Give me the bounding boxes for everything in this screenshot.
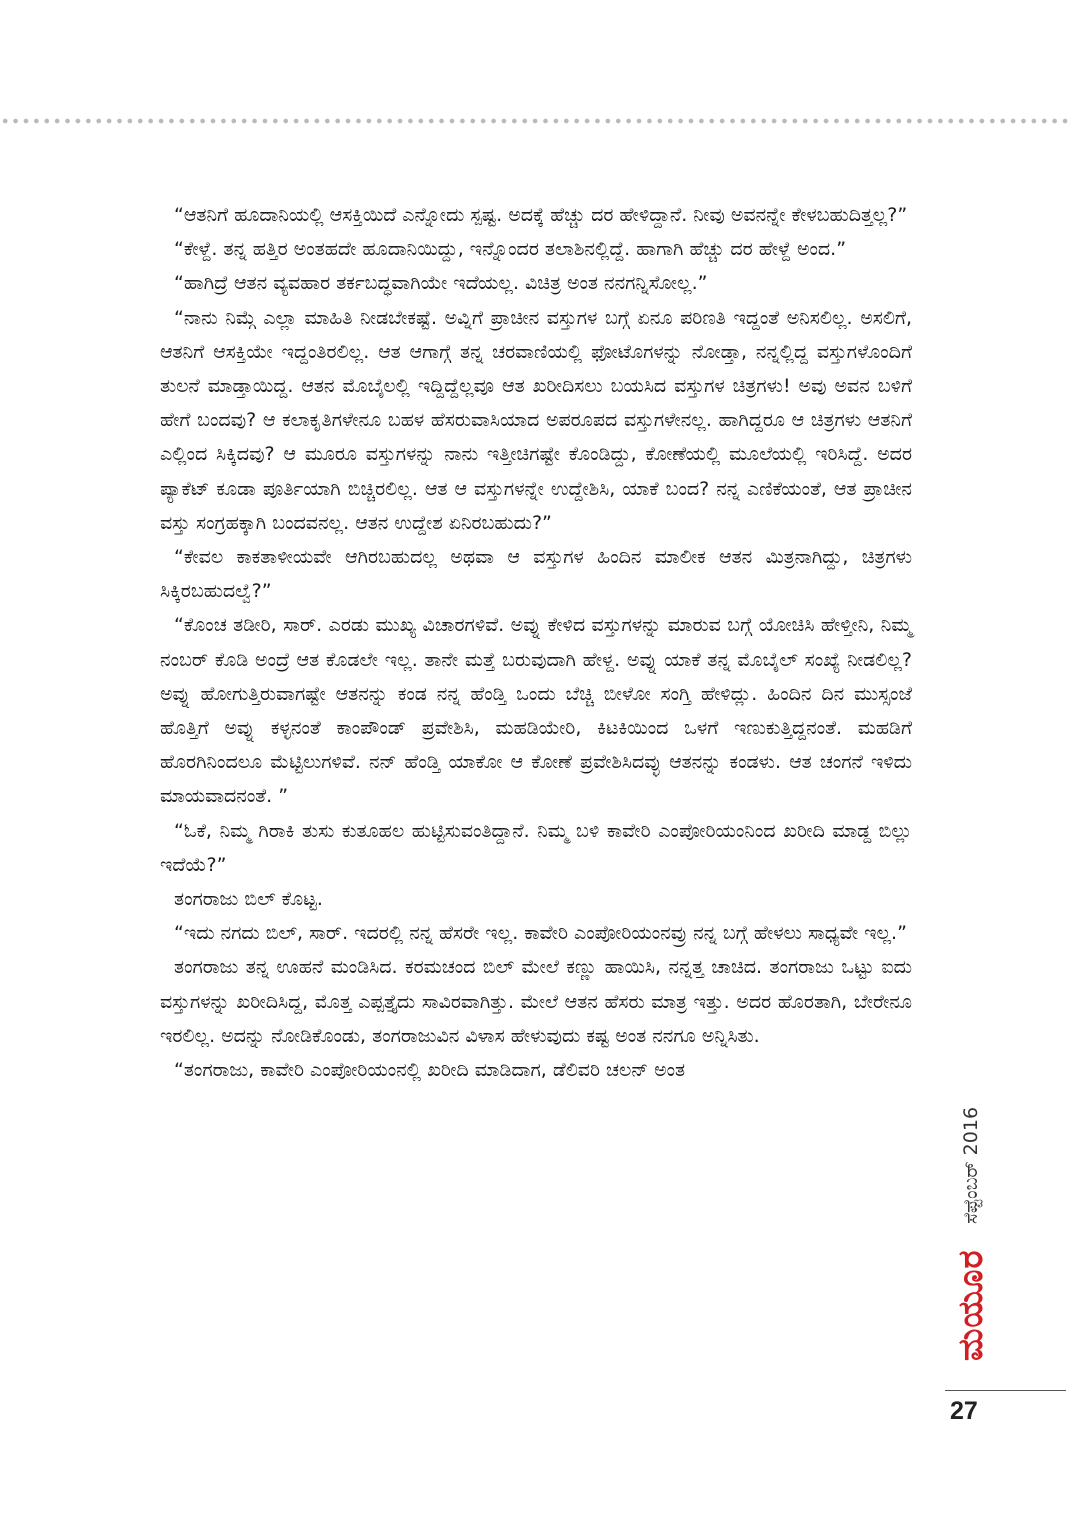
paragraph: “ನಾನು ನಿಮ್ಗೆ ಎಲ್ಲಾ ಮಾಹಿತಿ ನೀಡಬೇಕಷ್ಟೆ. ಅವ್ನಿಗೆ ಪ್ರಾಚೀನ ವಸ್ತುಗಳ ಬಗ್ಗೆ ಏನೂ ಪರಿಣತಿ ಇದ್ದಂತೆ ಅನಿಸಲಿಲ್ಲ. ಅಸಲಿಗೆ, ಆತನಿಗೆ ಆಸಕ್ತಿಯೇ ಇದ್ದಂತಿರಲಿಲ್ಲ. ಆತ ಆಗಾಗ್ಗೆ ತನ್ನ ಚರವಾಣಿಯಲ್ಲಿ ಫೋಟೊಗಳನ್ನು ನೋಡ್ತಾ, ನನ್ನಲ್ಲಿದ್ದ ವಸ್ತುಗಳೊಂದಿಗೆ ತುಲನೆ ಮಾಡ್ತಾಯಿದ್ದ. ಆತನ ಮೊಬೈಲಲ್ಲಿ ಇದ್ದಿದ್ದೆಲ್ಲವೂ ಆತ ಖರೀದಿಸಲು ಬಯಸಿದ ವಸ್ತುಗಳ ಚಿತ್ರಗಳು! ಅವು ಅವನ ಬಳಿಗೆ ಹೇಗೆ ಬಂದವು? ಆ ಕಲಾಕೃತಿಗಳೇನೂ ಬಹಳ ಹೆಸರುವಾಸಿಯಾದ ಅಪರೂಪದ ವಸ್ತುಗಳೇನಲ್ಲ. ಹಾಗಿದ್ದರೂ ಆ ಚಿತ್ರಗಳು ಆತನಿಗೆ ಎಲ್ಲಿಂದ ಸಿಕ್ಕಿದವು? ಆ ಮೂರೂ ವಸ್ತುಗಳನ್ನು ನಾನು ಇತ್ತೀಚಿಗಷ್ಟೇ ಕೊಂಡಿದ್ದು, ಕೋಣೆಯಲ್ಲಿ ಮೂಲೆಯಲ್ಲಿ ಇರಿಸಿದ್ದೆ. ಅದರ ಪ್ಯಾಕೆಟ್ ಕೂಡಾ ಪೂರ್ತಿಯಾಗಿ ಬಿಚ್ಚಿರಲಿಲ್ಲ. ಆತ ಆ ವಸ್ತುಗಳನ್ನೇ ಉದ್ದೇಶಿಸಿ, ಯಾಕೆ ಬಂದ? ನನ್ನ ಎಣಿಕೆಯಂತೆ, ಆತ ಪ್ರಾಚೀನ ವಸ್ತು ಸಂಗ್ರಹಕ್ಕಾಗಿ ಬಂದವನಲ್ಲ. ಆತನ ಉದ್ದೇಶ ಏನಿರಬಹುದು?” [160, 306, 912, 534]
paragraph: ತಂಗರಾಜು ಬಿಲ್ ಕೊಟ್ಟ. [174, 888, 323, 911]
footer-rule [945, 1390, 1066, 1391]
paragraph: “ಕೊಂಚ ತಡೀರಿ, ಸಾರ್. ಎರಡು ಮುಖ್ಯ ವಿಚಾರಗಳಿವೆ. ಅವ್ನು ಕೇಳಿದ ವಸ್ತುಗಳನ್ನು ಮಾರುವ ಬಗ್ಗೆ ಯೋಚಿಸಿ ಹೇಳ್ತೀನಿ, ನಿಮ್ಮ ನಂಬರ್ ಕೊಡಿ ಅಂದ್ರೆ ಆತ ಕೊಡಲೇ ಇಲ್ಲ. ತಾನೇ ಮತ್ತೆ ಬರುವುದಾಗಿ ಹೇಳ್ದ. ಅವ್ನು ಯಾಕೆ ತನ್ನ ಮೊಬೈಲ್ ಸಂಖ್ಯೆ ನೀಡಲಿಲ್ಲ? ಅವ್ನು ಹೋಗುತ್ತಿರುವಾಗಷ್ಟೇ ಆತನನ್ನು ಕಂಡ ನನ್ನ ಹೆಂಡ್ತಿ ಒಂದು ಬೆಚ್ಚಿ ಬೀಳೋ ಸಂಗ್ತಿ ಹೇಳಿದ್ಲು. ಹಿಂದಿನ ದಿನ ಮುಸ್ಸಂಜೆ ಹೊತ್ತಿಗೆ ಅವ್ನು ಕಳ್ಳನಂತೆ ಕಾಂಪೌಂಡ್ ಪ್ರವೇಶಿಸಿ, ಮಹಡಿಯೇರಿ, ಕಿಟಕಿಯಿಂದ ಒಳಗೆ ಇಣುಕುತ್ತಿದ್ದನಂತೆ. ಮಹಡಿಗೆ ಹೊರಗಿನಿಂದಲೂ ಮೆಟ್ಟಿಲುಗಳಿವೆ. ನನ್ ಹೆಂಡ್ತಿ ಯಾಕೋ ಆ ಕೋಣೆ ಪ್ರವೇಶಿಸಿದವ್ಳು ಆತನನ್ನು ಕಂಡಳು. ಆತ ಚಂಗನೆ ಇಳಿದು ಮಾಯವಾದನಂತೆ. ” [160, 614, 912, 808]
article-body [160, 198, 912, 1087]
paragraph: “ಕೇವಲ ಕಾಕತಾಳೀಯವೇ ಆಗಿರಬಹುದಲ್ಲ ಅಥವಾ ಆ ವಸ್ತುಗಳ ಹಿಂದಿನ ಮಾಲೀಕ ಆತನ ಮಿತ್ರನಾಗಿದ್ದು, ಚಿತ್ರಗಳು ಸಿಕ್ಕಿರಬಹುದಲ್ವೆ?” [160, 546, 912, 603]
magazine-sidebar [950, 1105, 992, 1373]
issue-date: ಸೆಪ್ಟೆಂಬರ್ 2016 [960, 1106, 982, 1224]
paragraph: ತಂಗರಾಜು ತನ್ನ ಊಹನೆ ಮಂಡಿಸಿದ. ಕರಮಚಂದ ಬಿಲ್ ಮೇಲೆ ಕಣ್ಣು ಹಾಯಿಸಿ, ನನ್ನತ್ತ ಚಾಚಿದ. ತಂಗರಾಜು ಒಟ್ಟು ಐದು ವಸ್ತುಗಳನ್ನು ಖರೀದಿಸಿದ್ದ, ಮೊತ್ತ ಎಪ್ಪತ್ತೈದು ಸಾವಿರವಾಗಿತ್ತು. ಮೇಲೆ ಆತನ ಹೆಸರು ಮಾತ್ರ ಇತ್ತು. ಅದರ ಹೊರತಾಗಿ, ಬೇರೇನೂ ಇರಲಿಲ್ಲ. ಅದನ್ನು ನೋಡಿಕೊಂಡು, ತಂಗರಾಜುವಿನ ವಿಳಾಸ ಹೇಳುವುದು ಕಷ್ಟ ಅಂತ ನನಗೂ ಅನ್ನಿಸಿತು. [160, 956, 912, 1047]
paragraph: “ಹಾಗಿದ್ರೆ ಆತನ ವ್ಯವಹಾರ ತರ್ಕಬದ್ಧವಾಗಿಯೇ ಇದೆಯಲ್ಲ. ವಿಚಿತ್ರ ಅಂತ ನನಗನ್ನಿಸೋಲ್ಲ.” [174, 272, 708, 295]
dotted-divider [0, 117, 1072, 125]
paragraph: “ಕೇಳ್ದೆ. ತನ್ನ ಹತ್ತಿರ ಅಂತಹದೇ ಹೂದಾನಿಯಿದ್ದು, ಇನ್ನೊಂದರ ತಲಾಶಿನಲ್ಲಿದ್ದೆ. ಹಾಗಾಗಿ ಹೆಚ್ಚು ದರ ಹೇಳ್ದೆ ಅಂದ.” [174, 238, 847, 261]
paragraph: “ಇದು ನಗದು ಬಿಲ್, ಸಾರ್. ಇದರಲ್ಲಿ ನನ್ನ ಹೆಸರೇ ಇಲ್ಲ. ಕಾವೇರಿ ಎಂಪೋರಿಯಂನವ್ರು ನನ್ನ ಬಗ್ಗೆ ಹೇಳಲು ಸಾಧ್ಯವೇ ಇಲ್ಲ.” [174, 922, 907, 945]
paragraph: “ಓಕೆ, ನಿಮ್ಮ ಗಿರಾಕಿ ತುಸು ಕುತೂಹಲ ಹುಟ್ಟಿಸುವಂತಿದ್ದಾನೆ. ನಿಮ್ಮ ಬಳಿ ಕಾವೇರಿ ಎಂಪೋರಿಯಂನಿಂದ ಖರೀದಿ ಮಾಡ್ದ ಬಿಲ್ಲು ಇದೆಯೆ?” [160, 819, 912, 876]
paragraph: “ಆತನಿಗೆ ಹೂದಾನಿಯಲ್ಲಿ ಆಸಕ್ತಿಯಿದೆ ಎನ್ನೋದು ಸ್ಪಷ್ಟ. ಅದಕ್ಕೆ ಹೆಚ್ಚು ದರ ಹೇಳಿದ್ದಾನೆ. ನೀವು ಅವನನ್ನೇ ಕೇಳಬಹುದಿತ್ತಲ್ಲ?” [174, 204, 908, 226]
paragraph: “ತಂಗರಾಜು, ಕಾವೇರಿ ಎಂಪೋರಿಯಂನಲ್ಲಿ ಖರೀದಿ ಮಾಡಿದಾಗ, ಡೆಲಿವರಿ ಚಲನ್ ಅಂತ [174, 1059, 686, 1082]
page-number: 27 [950, 1397, 978, 1425]
magazine-logo: ಮಯೂರ [951, 1249, 991, 1361]
